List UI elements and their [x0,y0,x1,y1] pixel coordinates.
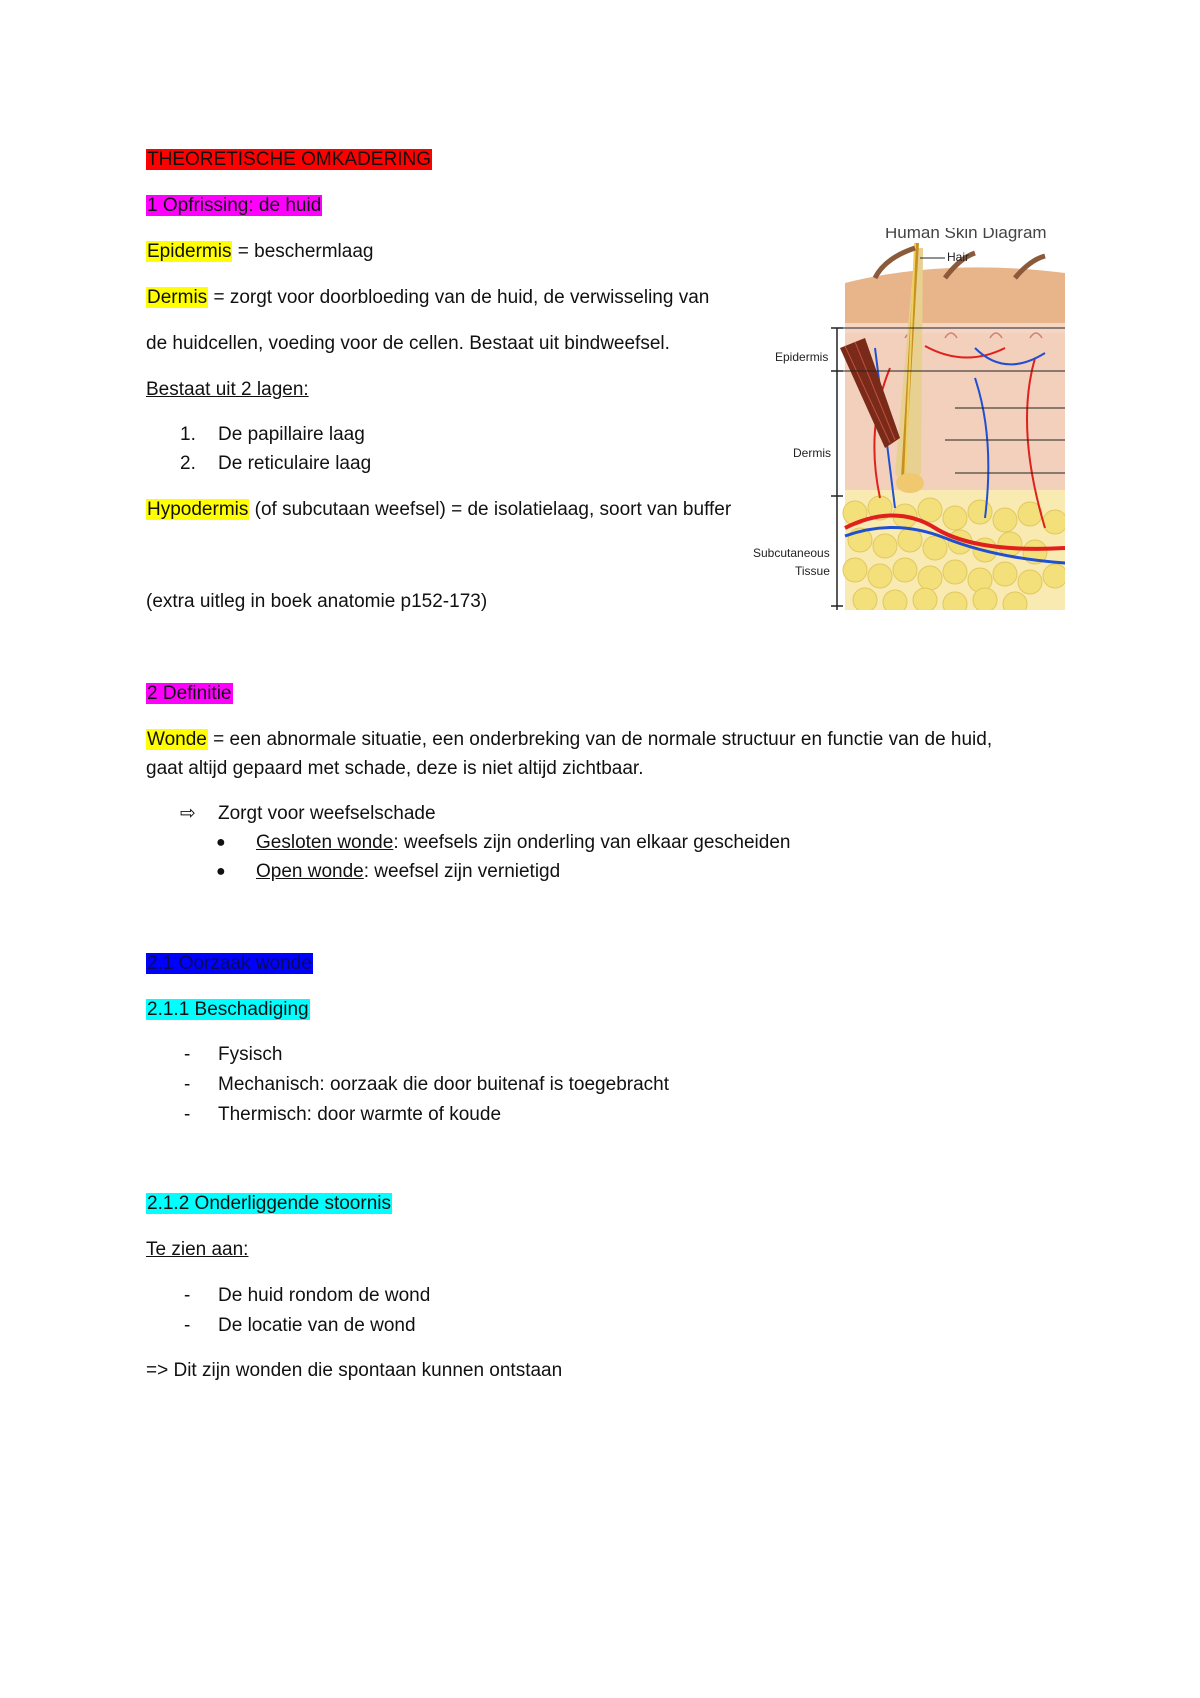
label-tissue: Tissue [795,564,830,578]
arrow-text: Zorgt voor weefselschade [218,803,436,824]
epidermis-definition: = beschermlaag [232,241,374,262]
dash-marker: - [184,1074,191,1095]
open-wonde-term: Open wonde [256,861,364,882]
main-heading-text: THEORETISCHE OMKADERING [147,149,431,170]
section-2-title: 2 Definitie [147,683,232,704]
dash-marker: - [184,1315,191,1336]
list-item: Mechanisch: oorzaak die door buitenaf is toegebracht [218,1074,669,1095]
dermis-term: Dermis [147,287,208,308]
layer-2-text: De reticulaire laag [218,453,372,474]
section-212-heading [146,1192,392,1216]
label-hair: Hair [947,250,970,264]
section-211-title: 2.1.1 Beschadiging [147,999,309,1020]
hypodermis-line [146,498,731,522]
bullet-gesloten-wonde [256,831,790,855]
dash-marker: - [184,1044,191,1065]
hypodermis-term: Hypodermis [147,499,249,520]
dash-marker: - [184,1104,191,1125]
gesloten-wonde-term: Gesloten wonde [256,832,394,853]
bullet-icon: ● [216,834,226,851]
dash-marker: - [184,1285,191,1306]
dermis-line-2: de huidcellen, voeding voor de cellen. Bestaat uit bindweefsel. [146,333,670,354]
skin-diagram [745,228,1065,610]
layers-intro: Bestaat uit 2 lagen: [146,379,309,400]
extra-reference: (extra uitleg in boek anatomie p152-173) [146,591,488,612]
layer-2-number: 2. [180,453,196,474]
dermis-definition-1: = zorgt voor doorbloeding van de huid, de verwisseling van [208,287,710,308]
main-heading [146,148,432,172]
section-212-title: 2.1.2 Onderliggende stoornis [147,1193,391,1214]
sub2-intro: Te zien aan: [146,1239,249,1260]
arrow-icon: ⇨ [180,803,196,824]
epidermis-term: Epidermis [147,241,232,262]
wonde-line [146,728,992,752]
list-item: Fysisch [218,1044,283,1065]
diagram-title: Human Skin Diagram [885,228,1047,242]
conclusion: => Dit zijn wonden die spontaan kunnen ontstaan [146,1360,563,1381]
hypodermis-definition: (of subcutaan weefsel) = de isolatielaag, soort van buffer [249,499,732,520]
list-item: De huid rondom de wond [218,1285,431,1306]
section-211-heading [146,998,310,1022]
epidermis-line [146,240,373,264]
section-21-heading [146,952,313,976]
section-1-title: 1 Opfrissing: de huid [147,195,322,216]
section-2-heading [146,682,233,706]
wonde-term: Wonde [147,729,207,750]
list-item: De locatie van de wond [218,1315,416,1336]
wonde-definition-1: = een abnormale situatie, een onderbreking van de normale structuur en functie van de huid, [207,729,993,750]
gesloten-wonde-text: : weefsels zijn onderling van elkaar gescheiden [393,832,791,853]
layer-1-number: 1. [180,424,196,445]
label-epidermis: Epidermis [775,350,829,364]
label-dermis: Dermis [793,446,831,460]
bullet-open-wonde [256,860,560,884]
open-wonde-text: : weefsel zijn vernietigd [363,861,561,882]
label-subcutaneous: Subcutaneous [753,546,830,560]
section-1-heading [146,194,322,218]
list-item: Thermisch: door warmte of koude [218,1104,502,1125]
section-21-title: 2.1 Oorzaak wonde [147,953,312,974]
layer-1-text: De papillaire laag [218,424,365,445]
wonde-line-2: gaat altijd gepaard met schade, deze is niet altijd zichtbaar. [146,758,644,779]
bullet-icon: ● [216,863,226,880]
dermis-line [146,286,709,310]
